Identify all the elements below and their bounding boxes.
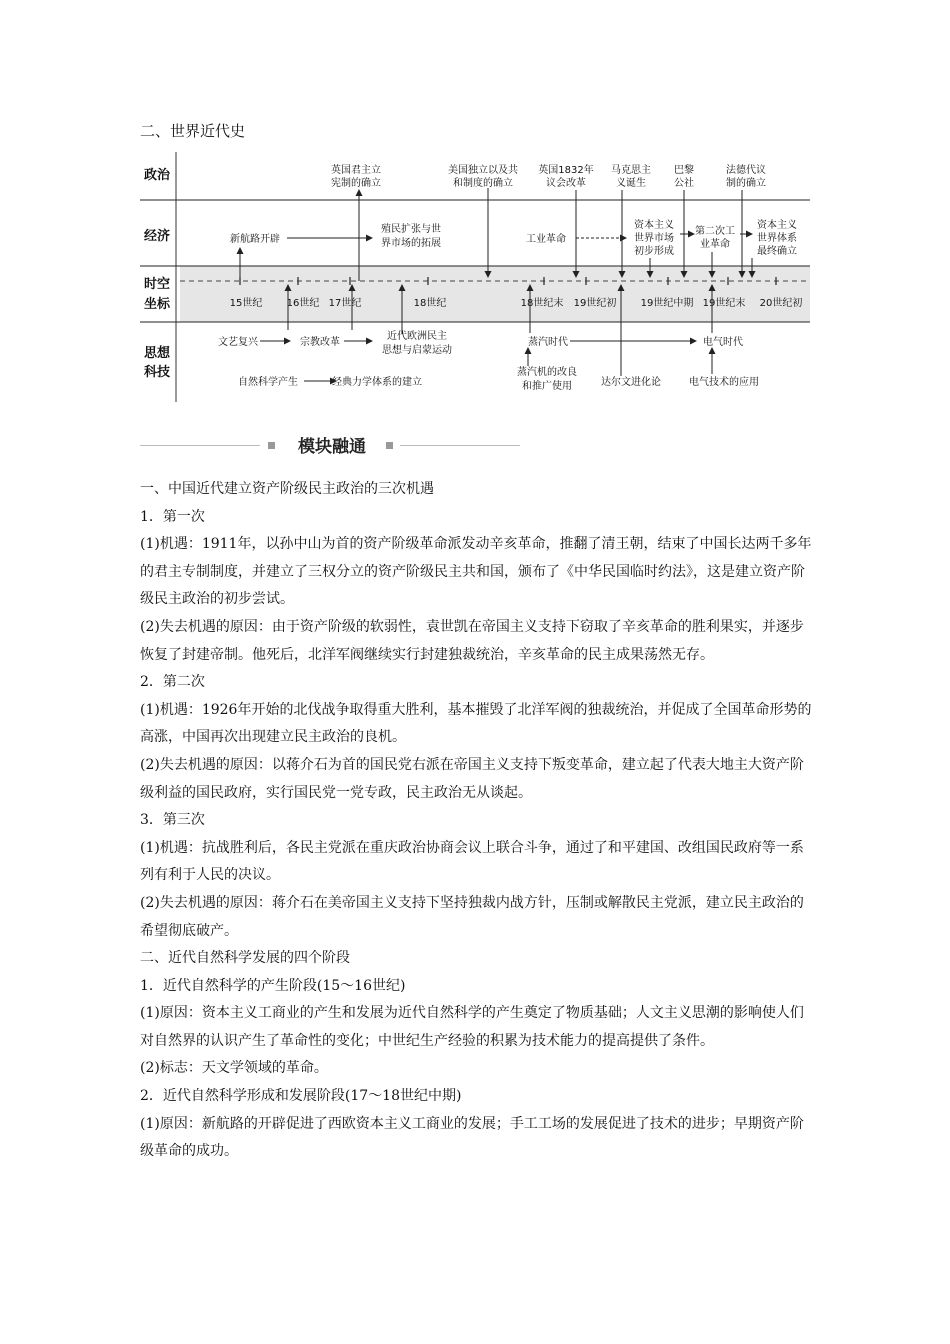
tick-label: 19世纪初 [573,298,617,309]
module-title: 模块融通 [298,437,366,457]
node-marxism: 义诞生 [616,178,646,189]
row-label-timeline: 坐标 [144,297,171,312]
node-enlightenment: 思想与启蒙运动 [382,345,452,356]
node-world-market: 世界市场 [634,233,674,244]
node-france-germany-representative: 制的确立 [726,178,766,189]
tick-label: 16世纪 [286,298,320,309]
row-label-thought: 思想 [144,346,171,361]
node-natural-science: 自然科学产生 [238,377,298,388]
node-new-sea-route: 新航路开辟 [230,234,280,245]
node-world-market: 资本主义 [634,220,674,231]
subheading: 1．第一次 [140,508,205,525]
tick-label: 19世纪中期 [640,298,694,309]
node-electric-tech: 电气技术的应用 [689,377,759,388]
node-paris-commune: 公社 [674,178,694,189]
paragraph: (1)原因：资本主义工商业的产生和发展为近代自然科学的产生奠定了物质基础；人文主义思潮的影响使人们对自然界的认识产生了革命性的变化；中世纪生产经验的积累为技术能力的提高提供了条件。 [140,1005,804,1049]
node-world-system: 资本主义 [757,220,797,231]
tick-label: 17世纪 [328,298,362,309]
node-steam-engine: 和推广使用 [522,381,572,392]
node-colonial-expansion: 界市场的拓展 [381,238,441,249]
node-world-system: 世界体系 [757,233,797,244]
node-british-constitutional-monarchy: 宪制的确立 [331,178,381,189]
row-label-economy: 经济 [144,229,171,244]
node-steam-engine: 蒸汽机的改良 [517,367,577,378]
node-world-system: 最终确立 [757,246,797,257]
paragraph: (2)失去机遇的原因：蒋介石在美帝国主义支持下坚持独裁内战方针，压制或解散民主党派，建立民主政治的希望彻底破产。 [140,894,804,939]
module-divider [140,432,520,460]
node-enlightenment: 近代欧洲民主 [387,331,447,342]
modern-world-history-diagram [140,148,812,406]
node-electric-age: 电气时代 [703,337,743,348]
paragraph: (2)标志：天文学领域的革命。 [140,1060,328,1077]
tick-label: 18世纪 [413,298,447,309]
paragraph: (2)失去机遇的原因：由于资产阶级的软弱性，袁世凯在帝国主义支持下窃取了辛亥革命的胜利果实，并逐步恢复了封建帝制。他死后，北洋军阀继续实行封建独裁统治，辛亥革命的民主成果荡然无存。 [140,618,804,663]
divider-line [140,445,260,446]
node-reformation: 宗教改革 [300,337,340,348]
node-france-germany-representative: 法德代议 [726,165,766,176]
divider-square [386,442,393,449]
node-marxism: 马克思主 [611,165,651,176]
subheading: 2．近代自然科学形成和发展阶段(17～18世纪中期) [140,1088,462,1105]
paragraph: (1)机遇：抗战胜利后，各民主党派在重庆政治协商会议上联合斗争，通过了和平建国、改组国民政府等一系列有利于人民的决议。 [140,839,804,884]
subheading: 2．第二次 [140,674,205,691]
node-darwin: 达尔文进化论 [601,377,661,388]
tick-label: 20世纪初 [759,298,803,309]
paragraph: (2)失去机遇的原因：以蒋介石为首的国民党右派在帝国主义支持下叛变革命，建立起了代表大地主大资产阶级利益的国民政府，实行国民党一党专政，民主政治无从谈起。 [140,756,804,801]
heading: 二、近代自然科学发展的四个阶段 [140,950,350,967]
row-label-thought: 科技 [144,365,171,380]
node-world-market: 初步形成 [634,246,674,257]
body-text [140,476,812,1166]
heading: 一、中国近代建立资产阶级民主政治的三次机遇 [140,481,434,497]
paragraph: (1)原因：新航路的开辟促进了西欧资本主义工商业的发展；手工工场的发展促进了技术的进步；早期资产阶级革命的成功。 [140,1115,804,1160]
node-american-independence: 和制度的确立 [453,178,513,189]
node-second-industrial-revolution: 第二次工 [695,226,735,237]
subheading: 3．第三次 [140,812,205,829]
row-label-politics: 政治 [144,168,171,183]
tick-label: 15世纪 [229,298,263,309]
node-industrial-revolution: 工业革命 [526,234,566,245]
node-american-independence: 美国独立以及共 [448,165,518,176]
node-second-industrial-revolution: 业革命 [700,239,730,250]
tick-label: 18世纪末 [520,298,564,309]
divider-square [268,442,275,449]
node-british-reform-1832: 议会改革 [546,178,586,189]
tick-label: 19世纪末 [702,298,746,309]
row-label-timeline: 时空 [144,277,171,292]
paragraph: (1)机遇：1911年，以孙中山为首的资产阶级革命派发动辛亥革命，推翻了清王朝，结束了中国长达两千多年的君主专制制度，并建立了三权分立的资产阶级民主共和国，颁布了《中华民国临时约法》，这是建立资产阶级民主政治的初步尝试。 [140,536,812,608]
section-title: 二、世界近代史 [140,122,246,140]
node-steam-age: 蒸汽时代 [528,337,568,348]
timeline-band [180,266,810,322]
node-paris-commune: 巴黎 [674,165,694,176]
node-classical-mechanics: 经典力学体系的建立 [332,377,422,388]
node-renaissance: 文艺复兴 [218,337,258,348]
node-british-constitutional-monarchy: 英国君主立 [331,165,381,176]
paragraph: (1)机遇：1926年开始的北伐战争取得重大胜利，基本摧毁了北洋军阀的独裁统治，并促成了全国革命形势的高涨，中国再次出现建立民主政治的良机。 [140,701,812,746]
subheading: 1．近代自然科学的产生阶段(15～16世纪) [140,977,406,994]
node-colonial-expansion: 殖民扩张与世 [381,224,441,235]
divider-line [400,445,520,446]
node-british-reform-1832: 英国1832年 [538,165,594,176]
